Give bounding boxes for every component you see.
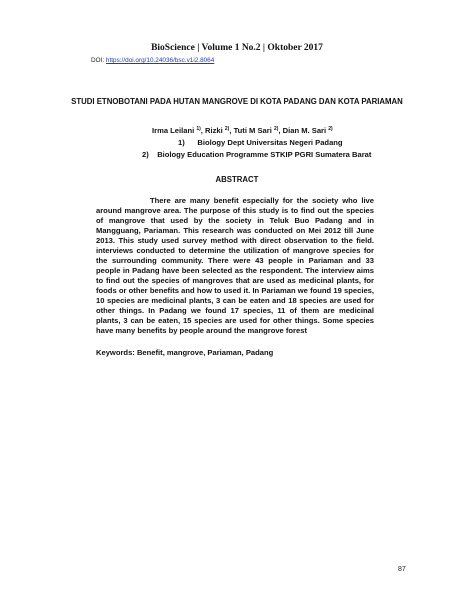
author-name: Rizki (205, 126, 223, 135)
author-separator: , (278, 126, 283, 135)
affiliation-2: 2) Biology Education Programme STKIP PGRI Sumatera Barat (142, 150, 372, 159)
page-number: 87 (398, 566, 406, 573)
author-name: Dian M. Sari (282, 126, 327, 135)
affiliation-1: 1) Biology Dept Universitas Negeri Padang (178, 138, 343, 147)
journal-header: BioScience | Volume 1 No.2 | Oktober 2017 (151, 43, 323, 53)
author-name: Irma Leilani (152, 126, 195, 135)
keywords-line (96, 348, 273, 357)
doi-link[interactable]: https://doi.org/10.24036/bsc.v1i2.8064 (105, 57, 215, 64)
paper-title: STUDI ETNOBOTANI PADA HUTAN MANGROVE DI KOTA PADANG DAN KOTA PARIAMAN (71, 97, 403, 106)
keywords-values: Benefit, mangrove, Pariaman, Padang (136, 348, 274, 357)
abstract-body: There are many benefit especially for the society who live around mangrove area. The purpose of this study is to find out the species of mangrove that used by the society in Teluk Buo Padang and in Mangguang, Pariaman. This research was conducted on Mei 2012 till June 2013. This study used survey method with direct observation to the field. interviews conducted to determine the utilization of mangrove species for the surrounding community. There were 43 people in Pariaman and 33 people in Padang have been selected as the respondent. The interview aims to find out the species of mangroves that are used as medicinal plants, for foods or other benefits and how to used it. In Pariaman we found 19 species, 10 species are medicinal plants, 3 can be eaten and 18 species are used for other things. In Padang we found 17 species, 11 of them are medicinal plants, 3 can be eaten, 15 species are used for other things. Some species have many benefits by people around the mangrove forest (96, 196, 374, 335)
author-separator: , (200, 126, 206, 135)
doi-label: DOI: (91, 57, 105, 64)
author-separator: , (229, 126, 234, 135)
keywords-label: Keywords: (96, 348, 135, 357)
author-list (152, 126, 333, 135)
abstract-heading: ABSTRACT (215, 175, 259, 184)
author-name: Tuti M Sari (233, 126, 272, 135)
author-affiliation-mark: 2) (224, 126, 230, 132)
author-affiliation-mark: 1) (196, 126, 201, 132)
doi-line (91, 57, 214, 64)
author-affiliation-mark: 2) (273, 126, 279, 132)
author-affiliation-mark: 2) (328, 126, 333, 132)
